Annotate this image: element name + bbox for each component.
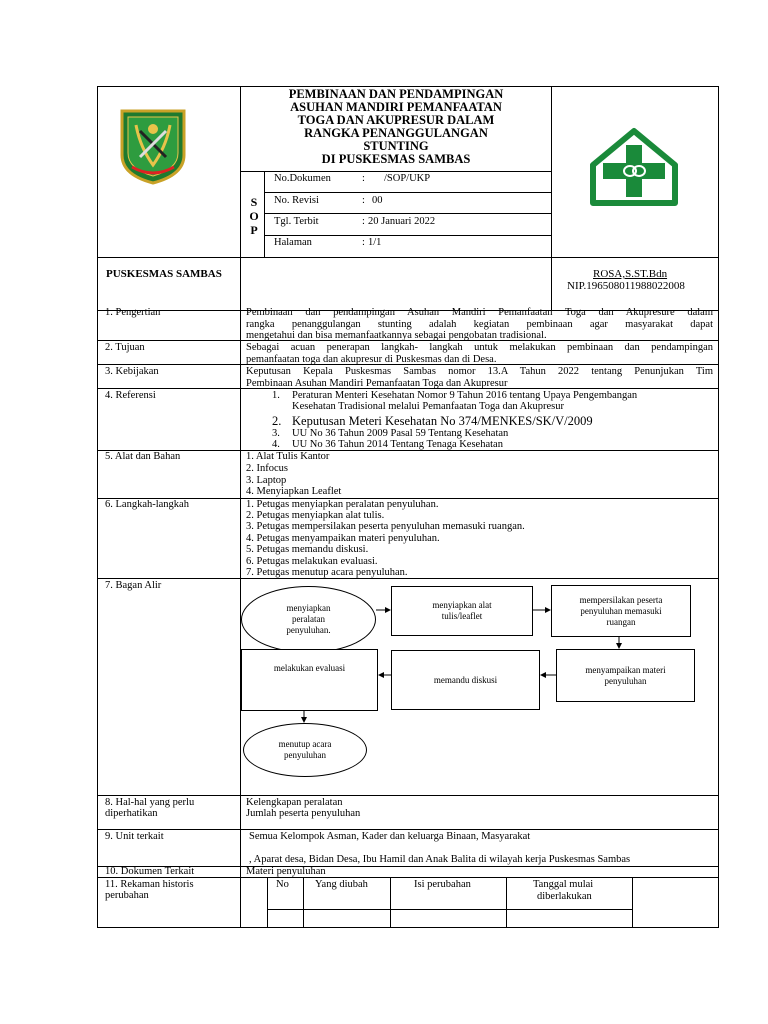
hal-label-cont: diperhatikan [105,808,158,819]
unit-line-2: , Aparat desa, Bidan Desa, Ibu Hamil dan Anak Balita di wilayah kerja Puskesmas Sambas [249,854,631,865]
doc-number-value: /SOP/UKP [384,173,431,184]
alat-item: 2. Infocus [246,463,288,474]
referensi-label: 4. Referensi [105,390,156,401]
rekaman-label: 11. Rekaman historis [105,879,194,890]
flow-oval-start: menyiapkan peralatan penyuluhan. [241,586,376,653]
ref-num: 3. [272,428,280,439]
langkah-item: 1. Petugas menyiapkan peralatan penyuluhan. [246,499,439,510]
doc-number-label: No.Dokumen [274,173,331,184]
revision-value: 00 [372,195,383,206]
alat-item: 4. Menyiapkan Leaflet [246,486,342,497]
alat-item: 3. Laptop [246,475,287,486]
issue-date-label: Tgl. Terbit [274,216,319,227]
langkah-item: 3. Petugas mempersilakan peserta penyuluhan memasuki ruangan. [246,521,525,532]
signer-nip: NIP.196508011988022008 [567,280,685,292]
revision-sep: : [362,195,365,206]
flow-box-alat-tulis: menyiapkan alat tulis/leaflet [391,586,533,636]
dokumen-label: 10. Dokumen Terkait [105,866,195,877]
sop-vertical-label: S O P [249,195,259,237]
flow-box-mempersilakan: mempersilakan peserta penyuluhan memasuki ruangan [551,585,691,637]
hal-item: Jumlah peserta penyuluhan [246,808,361,819]
flow-box-evaluasi: melakukan evaluasi [241,649,378,711]
langkah-item: 6. Petugas melakukan evaluasi. [246,556,378,567]
ref-item-1: Peraturan Menteri Kesehatan Nomor 9 Tahun 2016 tentang Upaya Pengembangan [292,390,638,401]
kebijakan-label: 3. Kebijakan [105,366,159,377]
langkah-item: 4. Petugas menyampaikan materi penyuluhan. [246,533,440,544]
langkah-item: 2. Petugas menyiapkan alat tulis. [246,510,385,521]
puskesmas-logo-icon [589,127,679,207]
dokumen-value: Materi penyuluhan [246,866,326,877]
flow-arrows [240,580,718,795]
ref-num: 1. [272,390,280,401]
ref-num: 2. [272,414,282,428]
issue-date-value: 20 Januari 2022 [368,216,436,227]
page-value: 1/1 [368,237,382,248]
unit-label: 9. Unit terkait [105,831,164,842]
org-name: PUSKESMAS SAMBAS [106,268,222,280]
history-col-tanggal: Tanggal mulai [533,879,594,890]
hal-item: Kelengkapan peralatan [246,797,343,808]
alat-label: 5. Alat dan Bahan [105,451,181,462]
ref-item-1-cont: Kesehatan Tradisional melalui Pemanfaatan Toga dan Akupresur [292,401,565,412]
doc-number-sep: : [362,173,365,184]
ref-num: 4. [272,439,280,450]
sop-title: PEMBINAAN DAN PENDAMPINGAN ASUHAN MANDIRI PEMANFAATAN TOGA DAN AKUPRESUR DALAM RANGKA PENANGGULANGAN STUNTING DI PUSKESMAS SAMBAS [288,87,504,166]
kabupaten-emblem-icon [118,107,188,185]
revision-label: No. Revisi [274,195,319,206]
history-col-yang-diubah: Yang diubah [315,879,368,890]
flow-oval-end: menutup acara penyuluhan [243,723,367,777]
pengertian-text: Pembinaan dan pendampingan Asuhan Mandiri Pemanfaatan Toga dan Akupresure dalam rangka penanggulangan stunting adalah kegiatan pembinaan agar masyarakat dapat mengetahui dan bisa memanfaatkannya sebagai pengobatan tradisional. [246,307,713,341]
tujuan-text: Sebagai acuan penerapan langkah- langkah untuk melakukan pembinaan dan pendampingan pemanfaatan toga dan akupresur di Puskesmas dan di Desa. [246,342,713,365]
issue-date-sep: : [362,216,365,227]
rekaman-label-cont: perubahan [105,890,149,901]
langkah-label: 6. Langkah-langkah [105,499,189,510]
page-label: Halaman [274,237,312,248]
history-col-tanggal-cont: diberlakukan [537,891,592,902]
ref-item-2: Keputusan Meteri Kesehatan No 374/MENKES/SK/V/2009 [292,414,593,428]
flow-box-menyampaikan: menyampaikan materi penyuluhan [556,649,695,702]
langkah-item: 5. Petugas memandu diskusi. [246,544,369,555]
langkah-item: 7. Petugas menutup acara penyuluhan. [246,567,408,578]
tujuan-label: 2. Tujuan [105,342,145,353]
unit-line-1: Semua Kelompok Asman, Kader dan keluarga Binaan, Masyarakat [249,831,531,842]
history-col-isi-perubahan: Isi perubahan [414,879,471,890]
flow-box-memandu-diskusi: memandu diskusi [391,650,540,710]
bagan-label: 7. Bagan Alir [105,580,162,591]
kebijakan-text: Keputusan Kepala Puskesmas Sambas nomor 13.A Tahun 2022 tentang Penunjukan Tim Pembinaan Asuhan Mandiri Pemanfaatan Toga dan Akupresur [246,366,713,389]
alat-item: 1. Alat Tulis Kantor [246,451,330,462]
pengertian-label: 1. Pengertian [105,307,161,318]
ref-item-4: UU No 36 Tahun 2014 Tentang Tenaga Kesehatan [292,439,503,450]
ref-item-3: UU No 36 Tahun 2009 Pasal 59 Tentang Kesehatan [292,428,509,439]
signer-name: ROSA,S.ST.Bdn [593,268,668,280]
page-sep: : [362,237,365,248]
history-col-no: No [276,879,289,890]
hal-label: 8. Hal-hal yang perlu [105,797,195,808]
